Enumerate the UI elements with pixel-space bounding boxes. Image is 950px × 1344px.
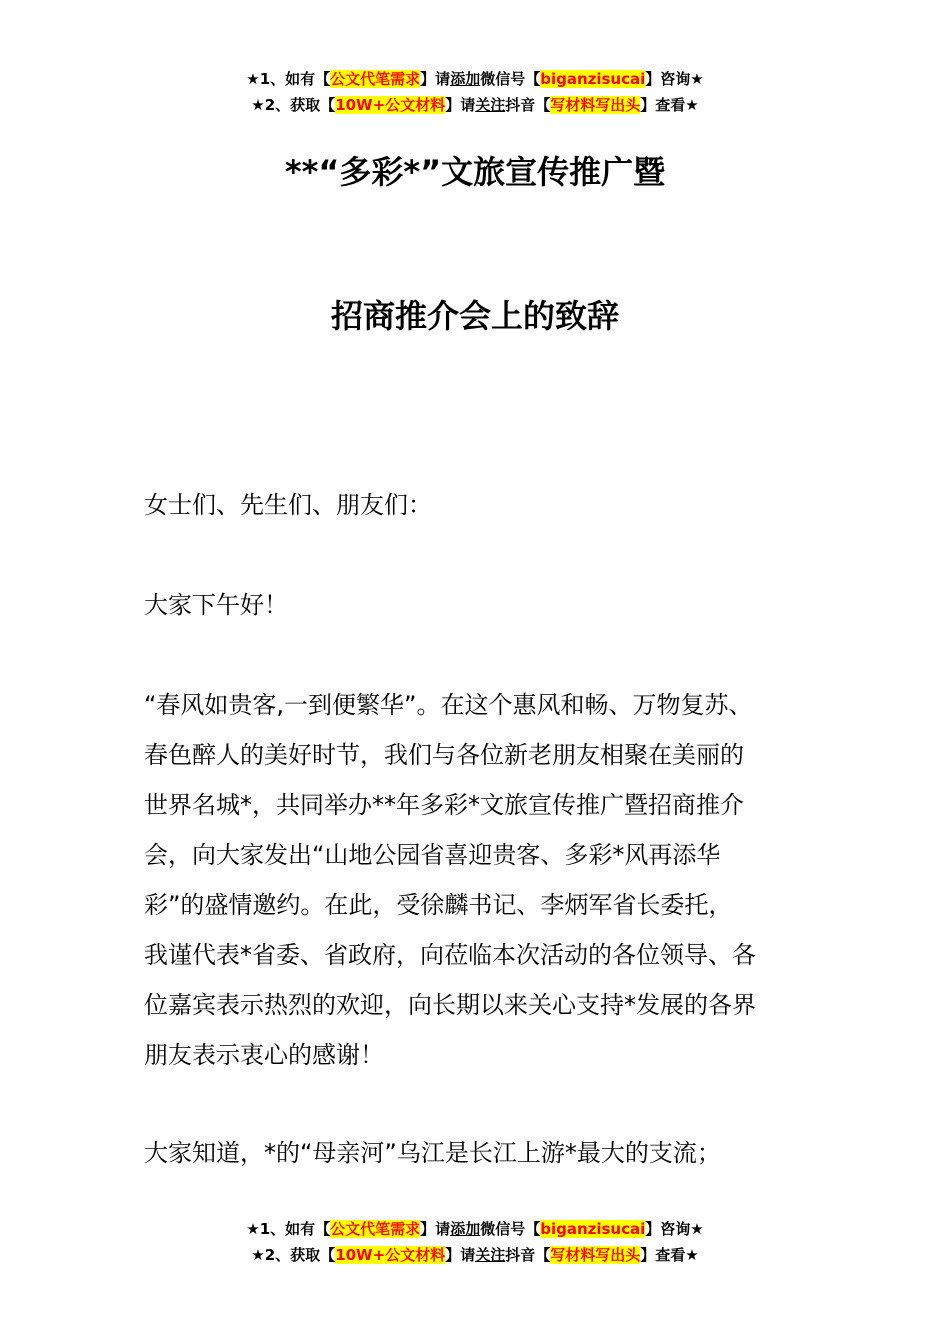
banner-line-2: [0, 1242, 950, 1268]
banner-line-1: [0, 66, 950, 92]
paragraph-line: 彩”的盛情邀约。在此，受徐麟书记、李炳军省长委托，: [144, 891, 733, 919]
banner-text: 】咨询★: [645, 70, 704, 88]
paragraph-1: [144, 680, 814, 1080]
banner-highlight: 写材料写出头: [550, 96, 641, 114]
document-title-line-2: 招商推介会上的致辞: [330, 297, 619, 335]
banner-text: ★1、如有【: [246, 1220, 331, 1238]
banner-text: 】请: [445, 96, 476, 114]
greeting: 大家下午好！: [144, 591, 288, 619]
banner-text: ★2、获取【: [251, 96, 336, 114]
document-title-line-1: **“多彩*”文旅宣传推广暨: [284, 153, 666, 191]
banner-text: ★2、获取【: [251, 1246, 336, 1264]
banner-highlight: biganzisucai: [540, 70, 646, 88]
banner-underline: 添加: [450, 70, 481, 88]
banner-line-1: [0, 1216, 950, 1242]
banner-text: 抖音【: [505, 1246, 551, 1264]
banner-underline: 添加: [450, 1220, 481, 1238]
banner-text: 】请: [420, 70, 451, 88]
banner-text: 】请: [445, 1246, 476, 1264]
banner-highlight: 10W+公文材料: [335, 1246, 446, 1264]
banner-underline: 关注: [475, 1246, 506, 1264]
paragraph-line: 大家知道，*的“母亲河”乌江是长江上游*最大的支流；: [144, 1139, 721, 1167]
paragraph-line: 会，向大家发出“山地公园省喜迎贵客、多彩*风再添华: [144, 841, 721, 869]
banner-text: 】请: [420, 1220, 451, 1238]
banner-text: ★1、如有【: [246, 70, 331, 88]
paragraph-line: 位嘉宾表示热烈的欢迎，向长期以来关心支持*发展的各界: [144, 991, 756, 1019]
banner-text: 】查看★: [640, 96, 699, 114]
salutation: 女士们、先生们、朋友们：: [144, 491, 432, 519]
banner-highlight: 公文代笔需求: [330, 70, 421, 88]
paragraph-line: 春色醉人的美好时节，我们与各位新老朋友相聚在美丽的: [144, 741, 744, 769]
paragraph-line: “春风如贵客,一到便繁华”。在这个惠风和畅、万物复苏、: [144, 691, 753, 719]
paragraph-line: 朋友表示衷心的感谢！: [144, 1041, 384, 1069]
banner-line-2: [0, 92, 950, 118]
paragraph-line: 我谨代表*省委、省政府，向莅临本次活动的各位领导、各: [144, 941, 756, 969]
banner-highlight: biganzisucai: [540, 1220, 646, 1238]
banner-text: 】查看★: [640, 1246, 699, 1264]
banner-text: 微信号【: [480, 1220, 541, 1238]
paragraph-line: 世界名城*，共同举办**年多彩*文旅宣传推广暨招商推介: [144, 791, 744, 819]
header-banner: [0, 66, 950, 118]
banner-text: 抖音【: [505, 96, 551, 114]
footer-banner: [0, 1216, 950, 1268]
banner-underline: 关注: [475, 96, 506, 114]
banner-highlight: 10W+公文材料: [335, 96, 446, 114]
paragraph-2: [144, 1128, 814, 1178]
banner-highlight: 公文代笔需求: [330, 1220, 421, 1238]
banner-text: 微信号【: [480, 70, 541, 88]
banner-text: 】咨询★: [645, 1220, 704, 1238]
banner-highlight: 写材料写出头: [550, 1246, 641, 1264]
